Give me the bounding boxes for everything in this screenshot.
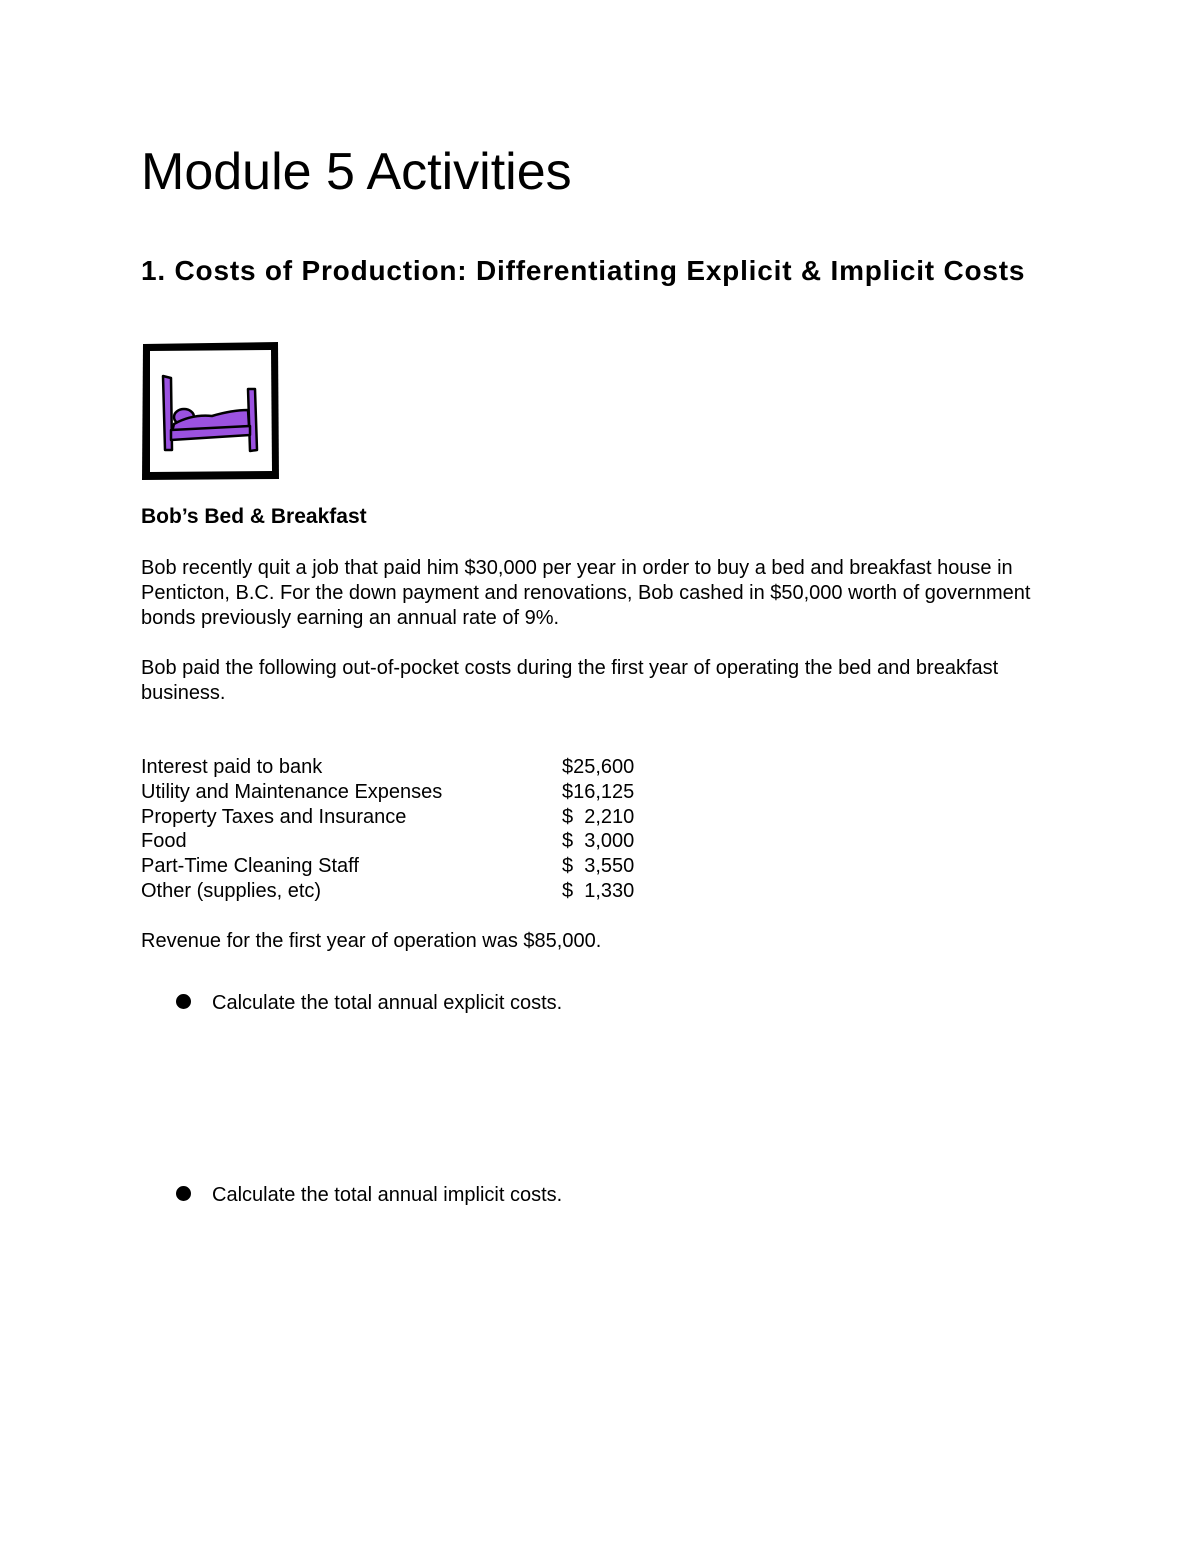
cost-label: Interest paid to bank: [141, 756, 323, 778]
section-heading: 1. Costs of Production: Differentiating Explicit & Implicit Costs: [141, 255, 1026, 286]
cost-amount: $ 3,550: [562, 855, 635, 878]
cost-label: Other (supplies, etc): [141, 879, 322, 902]
bed-icon: [140, 340, 282, 482]
cost-label: Property Taxes and Insurance: [141, 805, 407, 828]
question-implicit-costs: [176, 1183, 562, 1208]
question-text: Calculate the total annual explicit costs.: [212, 992, 563, 1014]
cost-amount: $ 3,000: [562, 830, 635, 853]
cost-amount: $ 1,330: [562, 879, 635, 902]
scenario-paragraph: Bob recently quit a job that paid him $30,000 per year in order to buy a bed and breakfast house in Penticton, B.C. For the down payment and renovations, Bob cashed in $50,000 worth of government bonds previously earning an annual rate of 9%.: [141, 557, 1031, 629]
question-text: Calculate the total annual implicit costs.: [212, 1184, 563, 1206]
question-explicit-costs: [176, 991, 562, 1016]
page-title: Module 5 Activities: [141, 143, 572, 201]
bullet-icon: [176, 1186, 191, 1201]
bullet-icon: [176, 994, 191, 1009]
cost-amount: $16,125: [562, 780, 635, 803]
costs-intro-paragraph: Bob paid the following out-of-pocket costs during the first year of operating the bed and breakfast business.: [141, 657, 999, 704]
cost-label: Part-Time Cleaning Staff: [141, 855, 359, 878]
cost-amount: $25,600: [562, 756, 635, 778]
case-title: Bob’s Bed & Breakfast: [141, 505, 367, 528]
cost-label: Utility and Maintenance Expenses: [141, 780, 443, 803]
cost-amount: $ 2,210: [562, 805, 635, 828]
cost-label: Food: [141, 830, 187, 853]
revenue-line: Revenue for the first year of operation was $85,000.: [141, 930, 602, 952]
